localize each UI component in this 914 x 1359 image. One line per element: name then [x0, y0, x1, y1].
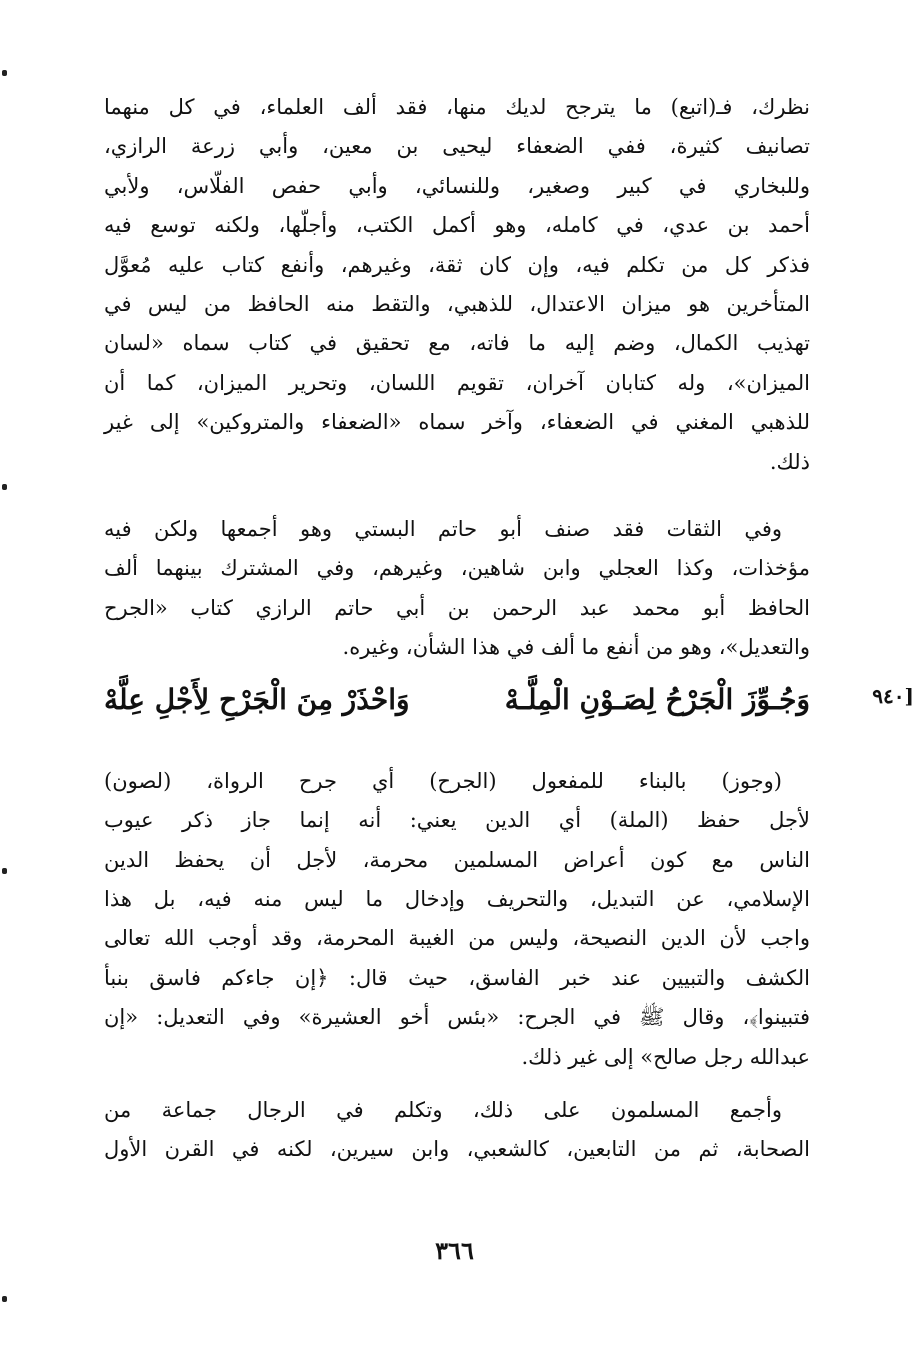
scan-speck	[2, 484, 7, 490]
verse-number: [٩٤٠	[872, 683, 914, 708]
verse-row	[104, 674, 914, 726]
paragraph-4	[104, 1091, 810, 1170]
text-line: والتعديل»، وهو من أنفع ما ألف في هذا الشأن، وغيره.	[342, 635, 810, 660]
text-line: نظرك، فـ(اتبع) ما يترجح لديك منها، فقد ألف العلماء، في كل منهما	[104, 95, 810, 119]
text-line: للذهبي المغني في الضعفاء، وآخر سماه «الضعفاء والمتروكين» إلى غير	[104, 410, 810, 435]
text-line: وأجمع المسلمون على ذلك، وتكلم في الرجال جماعة من	[104, 1097, 782, 1122]
text-line: الإسلامي، عن التبديل، والتحريف وإدخال ما ليس منه فيه، بل هذا	[104, 886, 810, 911]
paragraph-3	[104, 762, 810, 1077]
paragraph-1	[104, 88, 810, 482]
verse-hemistich-1: وَجُـوِّزَ الْجَرْحُ لِصَـوْنِ الْمِلَّـهْ	[504, 682, 810, 716]
text-line: الناس مع كون أعراض المسلمين محرمة، لأجل أن يحفظ الدين	[104, 847, 810, 872]
text-line: ذلك.	[769, 449, 810, 474]
text-line: واجب لأن الدين النصيحة، وليس من الغيبة المحرمة، وقد أوجب الله تعالى	[104, 926, 810, 951]
scan-speck	[2, 70, 7, 76]
text-line: أحمد بن عدي، في كامله، وهو أكمل الكتب، وأجلّها، ولكنه توسع فيه	[104, 213, 810, 238]
scan-speck	[2, 1296, 7, 1302]
verse-hemistich-2: وَاحْذَرْ مِنَ الْجَرْحِ لِأَجْلِ عِلَّهْ	[104, 682, 410, 716]
text-line: المتأخرين هو ميزان الاعتدال، للذهبي، والتقط منه الحافظ من ليس في	[104, 292, 810, 317]
text-line: عبدالله رجل صالح» إلى غير ذلك.	[521, 1044, 810, 1069]
verse	[104, 674, 810, 726]
page-number: ٣٦٦	[435, 1236, 474, 1265]
text-line: وفي الثقات فقد صنف أبو حاتم البستي وهو أجمعها ولكن فيه	[104, 517, 782, 542]
text-line: مؤخذات، وكذا العجلي وابن شاهين، وغيرهم، وفي المشترك بينهما ألف	[104, 556, 810, 581]
text-line: تصانيف كثيرة، ففي الضعفاء ليحيى بن معين، وأبي زرعة الرازي،	[104, 134, 810, 159]
page-body	[104, 88, 914, 1170]
text-line: تهذيب الكمال، وضم إليه ما فاته، مع تحقيق في كتاب سماه «لسان	[104, 331, 810, 356]
text-line: فتبينوا﴾، وقال ﷺ في الجرح: «بئس أخو العشيرة» وفي التعديل: «إن	[104, 1005, 810, 1030]
paragraph-2	[104, 510, 810, 668]
text-line: وللبخاري في كبير وصغير، وللنسائي، وأبي حفص الفلّاس، ولأبي	[104, 173, 810, 198]
text-line: (وجوز) بالبناء للمفعول (الجرح) أي جرح الرواة، (لصون)	[104, 768, 782, 793]
text-line: لأجل حفظ (الملة) أي الدين يعني: أنه إنما جاز ذكر عيوب	[104, 808, 810, 833]
text-line: الميزان»، وله كتابان آخران، تقويم اللسان، وتحرير الميزان، كما أن	[104, 370, 810, 395]
text-line: فذكر كل من تكلم فيه، وإن كان ثقة، وغيرهم، وأنفع كتاب عليه مُعوَّل	[104, 252, 810, 277]
scan-speck	[2, 868, 7, 874]
text-line: الصحابة، ثم من التابعين، كالشعبي، وابن سيرين، لكنه في القرن الأول	[104, 1137, 810, 1162]
text-line: الكشف والتبيين عند خبر الفاسق، حيث قال: ﴿إن جاءكم فاسق بنبأ	[104, 965, 810, 990]
text-line: الحافظ أبو محمد عبد الرحمن بن أبي حاتم الرازي كتاب «الجرح	[104, 595, 810, 620]
